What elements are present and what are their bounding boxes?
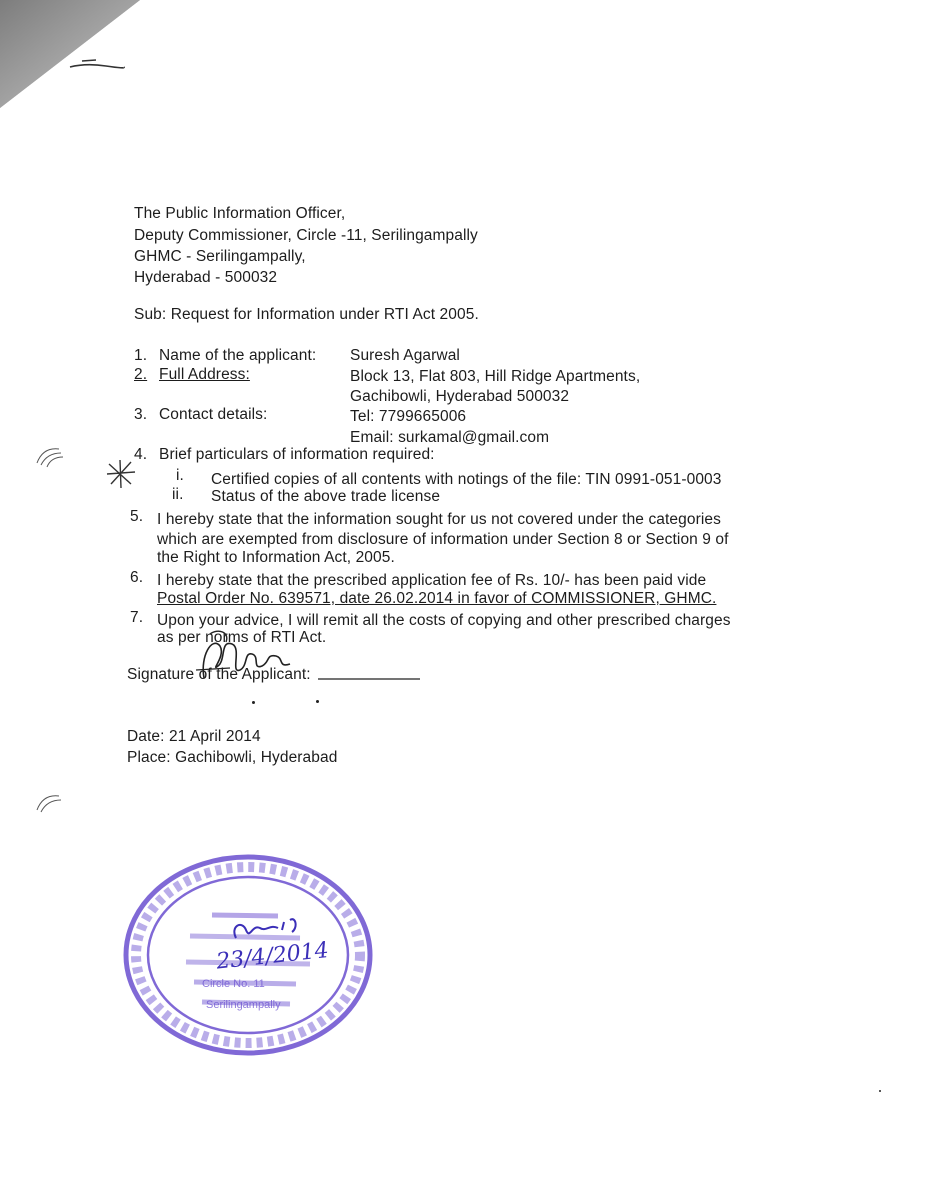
date-line: Date: 21 April 2014 <box>127 728 261 745</box>
subitem-i-text: Certified copies of all contents with notings of the file: TIN 0991-051-0003 <box>211 471 722 488</box>
item-2-number: 2. <box>134 366 148 383</box>
applicant-name: Suresh Agarwal <box>350 347 460 364</box>
item-3-number: 3. <box>134 406 148 423</box>
item-5-line-3: the Right to Information Act, 2005. <box>157 549 395 566</box>
stamp-handwritten-date: 23/4/2014 <box>215 937 330 975</box>
item-1-label: Name of the applicant: <box>159 347 317 364</box>
signature-underline <box>318 676 422 682</box>
handwritten-signature <box>190 626 310 686</box>
address-line-1: Block 13, Flat 803, Hill Ridge Apartments, <box>350 368 641 385</box>
contact-email: Email: surkamal@gmail.com <box>350 429 550 446</box>
subitem-ii-number: ii. <box>172 486 184 503</box>
contact-tel: Tel: 7799665006 <box>350 408 467 425</box>
item-3-label: Contact details: <box>159 406 268 423</box>
item-6-line-1: I hereby state that the prescribed application fee of Rs. 10/- has been paid vide <box>157 572 707 589</box>
star-annotation-mark <box>103 456 137 490</box>
item-6-number: 6. <box>130 569 144 586</box>
office-rubber-stamp <box>120 850 376 1060</box>
ink-dot <box>879 1090 881 1092</box>
subitem-i-number: i. <box>176 467 184 484</box>
item-4-label: Brief particulars of information required: <box>159 446 435 463</box>
address-line-2: Gachibowli, Hyderabad 500032 <box>350 388 570 405</box>
punch-hole-mark <box>33 443 73 473</box>
pen-scratch-mark <box>66 55 126 75</box>
item-2-label: Full Address: <box>159 366 250 383</box>
item-7-line-2: as per norms of RTI Act. <box>157 629 327 646</box>
item-7-number: 7. <box>130 609 144 626</box>
addressee-line-4: Hyderabad - 500032 <box>134 269 278 286</box>
subitem-ii-text: Status of the above trade license <box>211 488 441 505</box>
addressee-line-1: The Public Information Officer, <box>134 205 346 222</box>
subject-line: Sub: Request for Information under RTI Act 2005. <box>134 306 479 323</box>
item-5-line-2: which are exempted from disclosure of information under Section 8 or Section 9 of <box>157 531 729 548</box>
addressee-line-2: Deputy Commissioner, Circle -11, Serilingampally <box>134 227 478 244</box>
punch-hole-mark <box>33 790 73 820</box>
item-6-line-2: Postal Order No. 639571, date 26.02.2014 in favor of COMMISSIONER, GHMC. <box>157 590 717 607</box>
stamp-circle-text: Circle No. 11 <box>202 978 265 990</box>
ink-dot <box>316 700 319 703</box>
item-4-number: 4. <box>134 446 148 463</box>
item-5-line-1: I hereby state that the information sought for us not covered under the categories <box>157 511 721 528</box>
item-7-line-1: Upon your advice, I will remit all the costs of copying and other prescribed charges <box>157 612 731 629</box>
place-line: Place: Gachibowli, Hyderabad <box>127 749 338 766</box>
stamp-place-text: Serilingampally <box>206 999 281 1011</box>
ink-dot <box>252 701 255 704</box>
signature-label: Signature of the Applicant: <box>127 666 311 683</box>
item-5-number: 5. <box>130 508 144 525</box>
item-1-number: 1. <box>134 347 148 364</box>
addressee-line-3: GHMC - Serilingampally, <box>134 248 306 265</box>
